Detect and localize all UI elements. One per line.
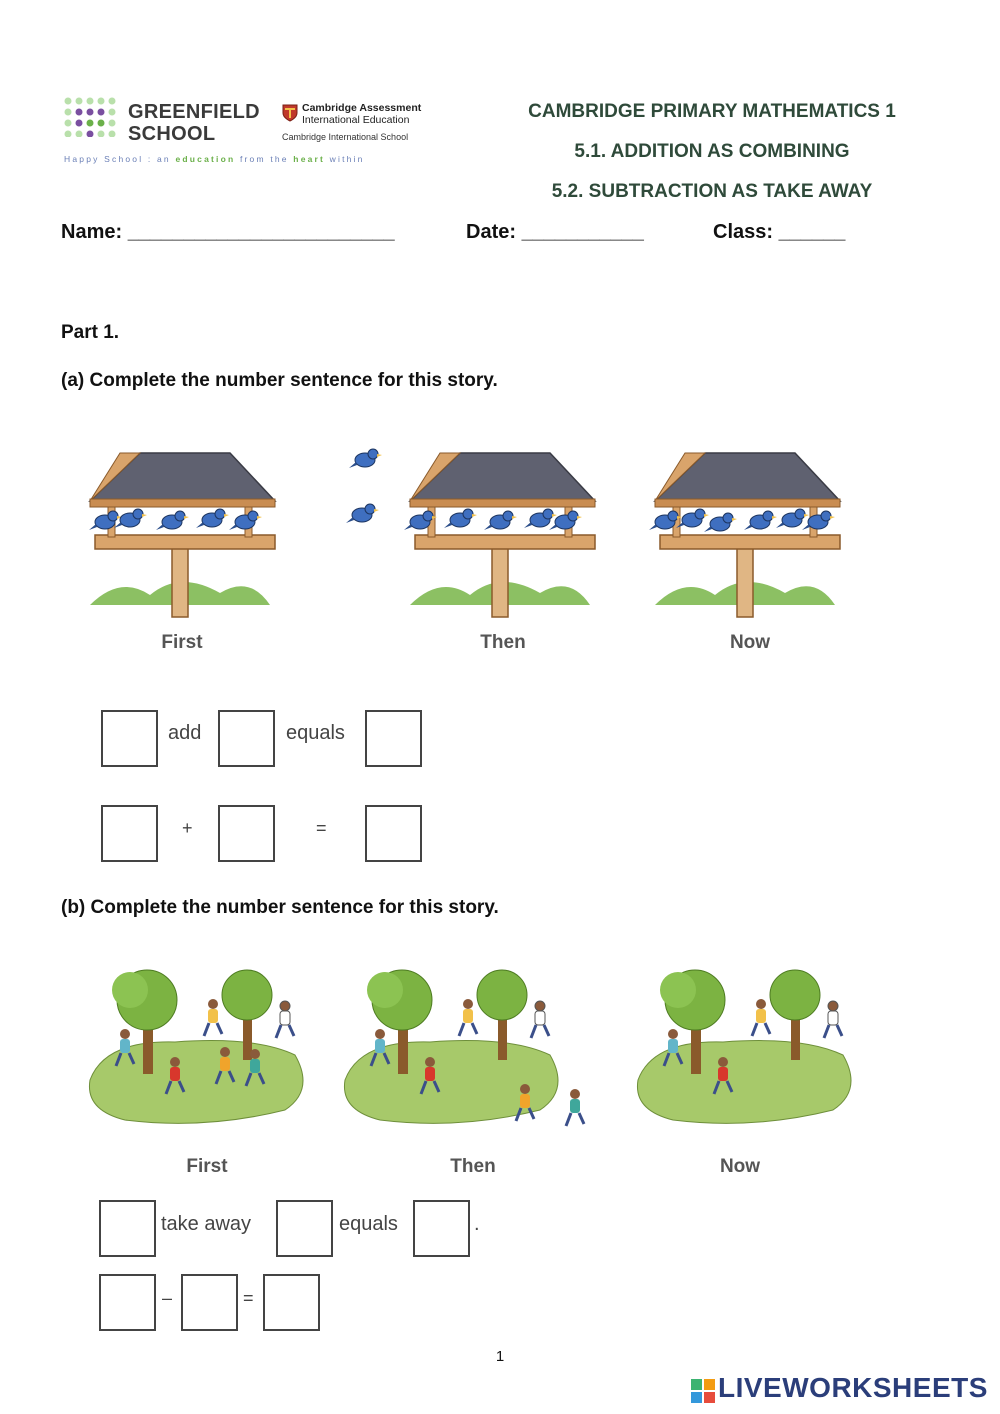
caption-a-now: Now (729, 632, 771, 653)
answer-box[interactable] (263, 1274, 320, 1331)
answer-box[interactable] (101, 710, 158, 767)
equals-sign: = (243, 1288, 254, 1308)
school-name: GREENFIELD SCHOOL (128, 101, 260, 145)
lesson-title-subtraction: 5.2. SUBTRACTION AS TAKE AWAY (551, 181, 873, 202)
plus-sign: + (182, 818, 193, 838)
question-a-prompt: (a) Complete the number sentence for this story. (61, 370, 498, 391)
answer-box[interactable] (99, 1200, 156, 1257)
answer-box[interactable] (413, 1200, 470, 1257)
answer-box[interactable] (218, 805, 275, 862)
worksheet-title: CAMBRIDGE PRIMARY MATHEMATICS 1 (528, 101, 896, 122)
answer-box[interactable] (99, 1274, 156, 1331)
name-field[interactable]: Name: ________________________ (61, 221, 395, 243)
caption-b-then: Then (450, 1156, 496, 1177)
liveworksheets-watermark: LIVEWORKSHEETS (718, 1372, 988, 1403)
liveworksheets-logo-icon (690, 1378, 716, 1404)
cambridge-school-label: Cambridge International School (282, 132, 409, 142)
lesson-title-addition: 5.1. ADDITION AS COMBINING (574, 141, 850, 162)
bird-story-illustration (80, 430, 860, 620)
caption-b-first: First (186, 1156, 228, 1177)
date-field[interactable]: Date: ___________ (466, 221, 644, 243)
park-story-illustration (85, 950, 855, 1150)
answer-box[interactable] (365, 710, 422, 767)
cambridge-shield-icon (282, 104, 298, 122)
class-field[interactable]: Class: ______ (713, 221, 846, 243)
word-add: add (168, 722, 202, 744)
school-tagline: Happy School : an education from the heart within (64, 154, 365, 164)
page-number: 1 (495, 1348, 505, 1365)
caption-b-now: Now (719, 1156, 761, 1177)
minus-sign: – (162, 1288, 173, 1308)
answer-box[interactable] (365, 805, 422, 862)
answer-box[interactable] (218, 710, 275, 767)
answer-box[interactable] (276, 1200, 333, 1257)
cambridge-assessment-label: Cambridge Assessment International Education (302, 102, 422, 126)
equals-sign: = (316, 818, 327, 838)
caption-a-then: Then (480, 632, 526, 653)
full-stop: . (474, 1213, 480, 1235)
school-logo-dots (64, 97, 116, 137)
word-take-away: take away (161, 1213, 252, 1235)
part-heading: Part 1. (61, 322, 120, 343)
question-b-prompt: (b) Complete the number sentence for this story. (61, 897, 499, 918)
word-equals: equals (286, 722, 345, 744)
caption-a-first: First (161, 632, 203, 653)
word-equals: equals (339, 1213, 398, 1235)
answer-box[interactable] (181, 1274, 238, 1331)
answer-box[interactable] (101, 805, 158, 862)
